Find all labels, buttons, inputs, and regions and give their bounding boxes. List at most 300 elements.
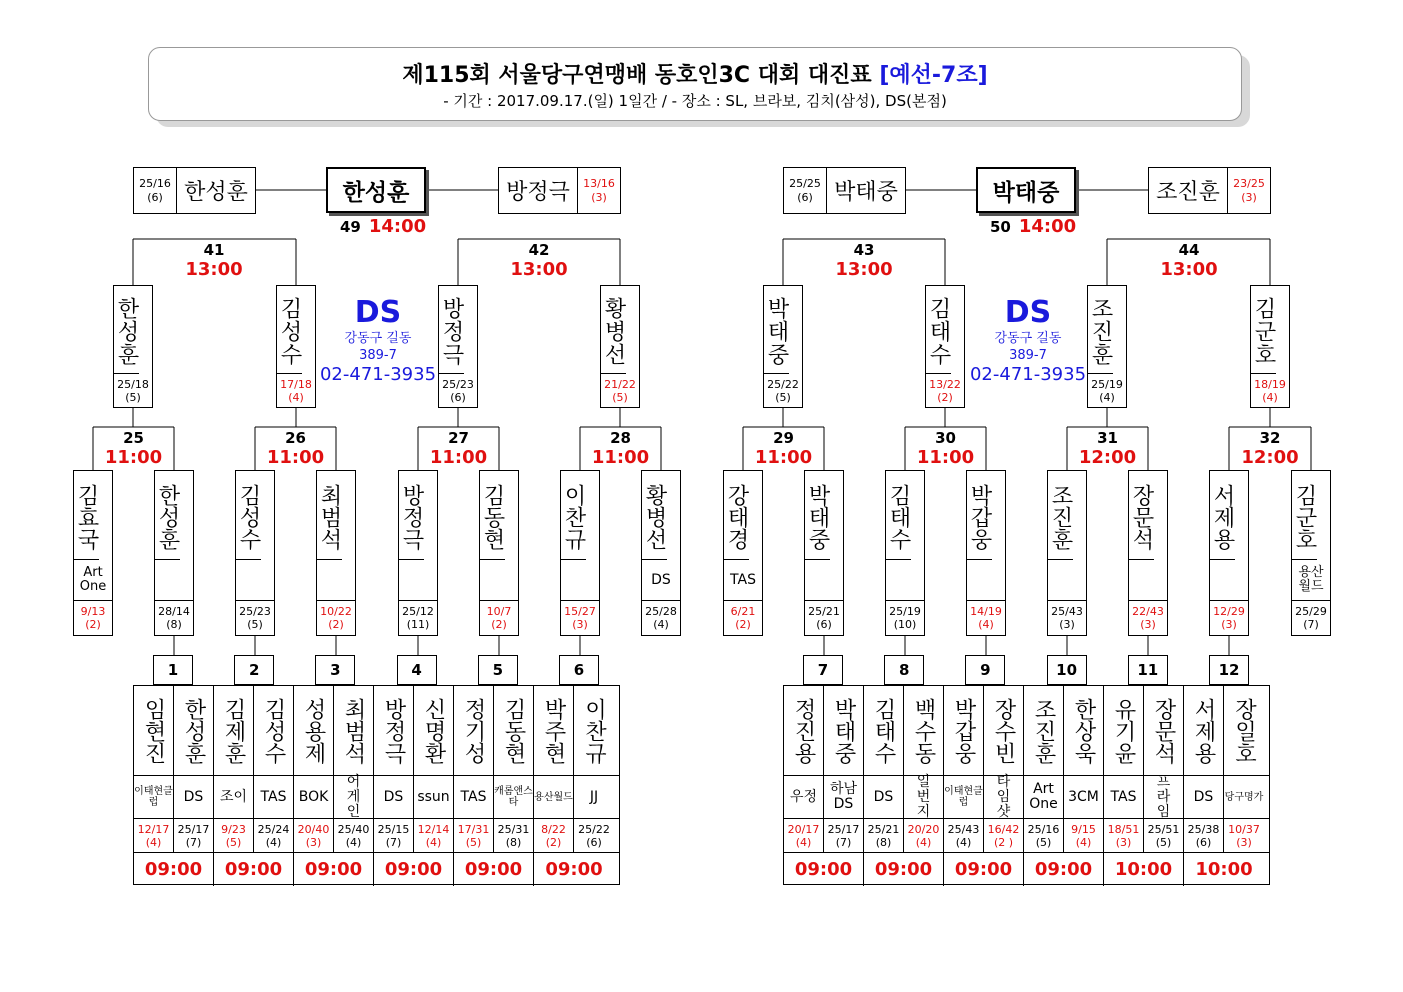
score-value: 25/51: [1147, 822, 1180, 836]
player-score: [1210, 601, 1248, 635]
qf-player-box: [925, 285, 965, 408]
innings-value: (6): [450, 391, 466, 404]
player-club: 용산월드: [1292, 560, 1330, 601]
player-club: [1129, 560, 1167, 601]
player-club: [1048, 560, 1086, 601]
player-name: 서제용: [1184, 686, 1224, 775]
qf-player-box: [438, 285, 478, 408]
player-club: DS: [1184, 776, 1224, 818]
player-club: TAS: [1104, 776, 1144, 818]
innings-value: (4): [145, 835, 162, 849]
score-value: 9/23: [221, 822, 246, 836]
player-name: 김성수: [236, 471, 261, 560]
player-club: BOK: [294, 776, 334, 818]
player-name: 최범석: [334, 686, 374, 775]
match-time: 10:00: [1104, 853, 1184, 886]
player-name: 성용제: [294, 686, 334, 775]
player-score: [1048, 601, 1086, 635]
qf-player-box: [276, 285, 316, 408]
match-time: 09:00: [294, 853, 374, 886]
player-name: 박태중: [805, 471, 830, 560]
innings-value: (4): [955, 835, 972, 849]
player-club: 일번지: [904, 776, 944, 818]
player-score: [134, 819, 174, 852]
player-club: 조이: [214, 776, 254, 818]
r2-match-label: [419, 429, 499, 468]
player-score: [399, 601, 437, 635]
player-club: [155, 560, 193, 601]
r2-player-box: [560, 470, 600, 636]
score-value: 25/28: [645, 605, 677, 618]
final-right-player: [498, 167, 621, 214]
player-name: 황병선: [601, 286, 626, 374]
player-club: [886, 560, 924, 601]
match-number: 4: [397, 655, 437, 685]
innings-value: (4): [345, 835, 362, 849]
match-number: 29: [773, 429, 794, 447]
r1-score-row: [784, 819, 1269, 853]
r2-match-label: [94, 429, 174, 468]
player-score: [926, 374, 964, 408]
score-value: 25/43: [1051, 605, 1083, 618]
player-score: [174, 819, 214, 852]
match-number: 8: [884, 655, 924, 685]
innings-value: (3): [1115, 835, 1132, 849]
score-value: 12/17: [137, 822, 170, 836]
venue-name: DS: [1004, 295, 1052, 330]
player-score: [805, 601, 843, 635]
player-score: [317, 601, 355, 635]
player-name: 조진훈: [1048, 471, 1073, 560]
player-name: 이찬규: [581, 697, 607, 764]
venue-info: [316, 296, 440, 386]
match-time: 11:00: [916, 447, 975, 468]
innings-value: (3): [1140, 618, 1156, 631]
match-time: 11:00: [429, 447, 488, 468]
score-value: 15/27: [564, 605, 596, 618]
score-value: 12/29: [1213, 605, 1245, 618]
innings-value: (4): [288, 391, 304, 404]
match-time: 13:00: [185, 259, 243, 280]
match-time: 10:00: [1195, 859, 1253, 880]
player-score: [984, 819, 1024, 852]
player-score: [574, 819, 614, 852]
score-value: 18/19: [1254, 378, 1286, 391]
match-number: 10: [1047, 655, 1087, 685]
score-value: 25/19: [889, 605, 921, 618]
player-score: [294, 819, 334, 852]
player-score: [414, 819, 454, 852]
match-time: 11:00: [104, 447, 163, 468]
player-name: 장일호: [1231, 697, 1257, 764]
player-name: 장문석: [1144, 686, 1184, 775]
match-number: 27: [448, 429, 469, 447]
innings-value: (6): [816, 618, 832, 631]
match-number: 41: [203, 241, 225, 259]
score-value: 25/23: [442, 378, 474, 391]
innings-value: (5): [1155, 835, 1172, 849]
player-name: 이찬규: [561, 471, 586, 560]
r1-club-row: [134, 773, 619, 820]
player-club: [480, 560, 518, 601]
match-time: 11:00: [754, 447, 813, 468]
r2-player-box: [479, 470, 519, 636]
score-value: 25/21: [867, 822, 900, 836]
player-score: [494, 819, 534, 852]
score-value: 17/31: [457, 822, 490, 836]
player-club: DS: [174, 776, 214, 818]
player-name: 박태중: [824, 686, 864, 775]
match-time: 09:00: [454, 853, 534, 886]
score-value: 8/22: [541, 822, 566, 836]
player-name: 김군호: [1251, 286, 1276, 374]
final-left-score: 25/25 (6): [784, 168, 827, 213]
player-club: [1210, 560, 1248, 601]
player-score: [1088, 374, 1126, 408]
player-name: 김성수: [277, 286, 302, 374]
innings-value: (3): [572, 618, 588, 631]
match-number: 44: [1178, 241, 1200, 259]
innings-value: (7): [385, 835, 402, 849]
match-number: 31: [1097, 429, 1118, 447]
score-value: 25/18: [117, 378, 149, 391]
player-name: 한성훈: [114, 286, 139, 374]
player-name: 김태수: [886, 471, 911, 560]
player-club: DS: [864, 776, 904, 818]
player-score: [277, 374, 315, 408]
venue-phone: 02-471-3935: [969, 364, 1087, 385]
final-right-score: 13/16 (3): [577, 168, 620, 213]
player-name: 한상욱: [1064, 686, 1104, 775]
innings-value: (5): [225, 835, 242, 849]
player-score: [1292, 601, 1330, 635]
match-number: 42: [528, 241, 550, 259]
match-time: 13:00: [835, 259, 893, 280]
r2-match-label: [256, 429, 336, 468]
score-value: 9/13: [80, 605, 106, 618]
qf-player-box: [600, 285, 640, 408]
player-name: 방정극: [439, 286, 464, 374]
match-number: 30: [935, 429, 956, 447]
final-match-label: 50 14:00: [990, 216, 1077, 237]
player-name: 임현진: [134, 686, 174, 775]
player-name: 김효국: [74, 471, 99, 560]
player-score: [480, 601, 518, 635]
score-value: 20/17: [787, 822, 820, 836]
r1-time-row: [134, 853, 619, 886]
match-time: 09:00: [214, 853, 294, 886]
r1-name-row: [134, 686, 619, 776]
innings-value: (4): [1075, 835, 1092, 849]
player-name: 한성훈: [174, 686, 214, 775]
match-time: 09:00: [1024, 853, 1104, 886]
player-name: 장수빈: [984, 686, 1024, 775]
r2-match-label: [744, 429, 824, 468]
player-name: 정진용: [784, 686, 824, 775]
semi-match-label: [1149, 241, 1229, 280]
score-value: 25/31: [497, 822, 530, 836]
r2-player-box: [1047, 470, 1087, 636]
match-time: 11:00: [266, 447, 325, 468]
player-club: 어게인: [334, 776, 374, 818]
player-name: 서제용: [1210, 471, 1235, 560]
match-time: 12:00: [1078, 447, 1137, 468]
player-score: [904, 819, 944, 852]
title-main: 제115회 서울당구연맹배 동호인3C 대회 대진표: [402, 63, 872, 88]
final-left-name: 박태중: [834, 180, 898, 205]
player-club: Art One: [1024, 776, 1064, 818]
score-value: 25/17: [177, 822, 210, 836]
innings-value: (4): [1099, 391, 1115, 404]
r2-match-label: [581, 429, 661, 468]
player-score: [1224, 819, 1264, 852]
player-club: 타임샷: [984, 776, 1024, 818]
player-name: 장문석: [1129, 471, 1154, 560]
player-score: [561, 601, 599, 635]
r2-player-box: [1291, 470, 1331, 636]
innings-value: (7): [1303, 618, 1319, 631]
player-club: [236, 560, 274, 601]
match-number: 3: [315, 655, 355, 685]
innings-value: (2): [545, 835, 562, 849]
player-score: [1144, 819, 1184, 852]
venue-address-2: 389-7: [1009, 348, 1047, 363]
player-name: 유기윤: [1104, 686, 1144, 775]
innings-value: (2): [937, 391, 953, 404]
player-name: 김동현: [494, 686, 534, 775]
score-value: 17/18: [280, 378, 312, 391]
player-name: 방정극: [399, 471, 424, 560]
title-group: [예선-7조]: [879, 63, 988, 88]
innings-value: (5): [125, 391, 141, 404]
score-value: 16/42: [987, 822, 1020, 836]
player-name: 정기성: [454, 686, 494, 775]
match-time: 09:00: [784, 853, 864, 886]
score-value: 25/29: [1295, 605, 1327, 618]
score-value: 25/24: [257, 822, 290, 836]
player-name: 김태수: [926, 286, 951, 374]
innings-value: (2): [491, 618, 507, 631]
qf-player-box: [113, 285, 153, 408]
r2-player-box: [723, 470, 763, 636]
player-score: [534, 819, 574, 852]
player-score: [454, 819, 494, 852]
match-number: 43: [853, 241, 875, 259]
player-score: [864, 819, 904, 852]
player-name: 박주현: [534, 686, 574, 775]
score-value: 21/22: [604, 378, 636, 391]
player-club: DS: [642, 560, 680, 601]
score-value: 10/7: [486, 605, 512, 618]
player-score: [1129, 601, 1167, 635]
r1-score-row: [134, 819, 619, 853]
player-name: 박갑웅: [967, 471, 992, 560]
match-number: 32: [1259, 429, 1281, 447]
player-name: 김제훈: [214, 686, 254, 775]
r1-table: [783, 685, 1270, 885]
innings-value: (3): [1059, 618, 1075, 631]
player-name: 김성수: [254, 686, 294, 775]
score-value: 9/15: [1071, 822, 1096, 836]
player-score: [764, 374, 802, 408]
final-winner: 박태중: [976, 167, 1076, 213]
venue-name: DS: [354, 295, 402, 330]
final-left-score: 25/16 (6): [134, 168, 177, 213]
semi-match-label: [499, 241, 579, 280]
player-name: 한성훈: [155, 471, 180, 560]
player-club: JJ: [589, 788, 599, 805]
player-score: [642, 601, 680, 635]
player-score: [114, 374, 152, 408]
score-value: 20/40: [297, 822, 330, 836]
final-left-player: [783, 167, 906, 214]
player-score: [1104, 819, 1144, 852]
player-score: [1064, 819, 1104, 852]
match-time: 09:00: [374, 853, 454, 886]
player-name: 김군호: [1292, 471, 1317, 560]
player-score: [1024, 819, 1064, 852]
match-number: 26: [285, 429, 306, 447]
r2-player-box: [398, 470, 438, 636]
innings-value: (6): [1195, 835, 1212, 849]
innings-value: (8): [875, 835, 892, 849]
innings-value: (2): [735, 618, 751, 631]
venue-address-2: 389-7: [359, 348, 397, 363]
player-score: [74, 601, 112, 635]
final-winner: 한성훈: [326, 167, 426, 213]
match-time: 09:00: [545, 859, 603, 880]
final-left-player: [133, 167, 256, 214]
player-score: [824, 819, 864, 852]
score-value: 13/22: [929, 378, 961, 391]
innings-value: (2): [85, 618, 101, 631]
player-club: [805, 560, 843, 601]
r2-player-box: [235, 470, 275, 636]
player-club: [317, 560, 355, 601]
r2-player-box: [73, 470, 113, 636]
player-score: [214, 819, 254, 852]
player-score: [886, 601, 924, 635]
match-number: 11: [1128, 655, 1168, 685]
player-club: TAS: [254, 776, 294, 818]
player-club: Art One: [74, 560, 112, 601]
innings-value: (2 ): [993, 835, 1014, 849]
qf-player-box: [763, 285, 803, 408]
venue-phone: 02-471-3935: [319, 364, 437, 385]
player-name: 백수동: [904, 686, 944, 775]
innings-value: (4): [1262, 391, 1278, 404]
player-club: 당구명가: [1224, 791, 1264, 803]
innings-value: (3): [1236, 835, 1252, 849]
player-score: [601, 374, 639, 408]
score-value: 25/12: [402, 605, 434, 618]
innings-value: (4): [653, 618, 669, 631]
innings-value: (4): [795, 835, 812, 849]
player-club: 하남DS: [824, 776, 864, 818]
player-name: 조진훈: [1088, 286, 1113, 374]
player-club: [399, 560, 437, 601]
score-value: 25/22: [578, 822, 610, 836]
player-name: 김동현: [480, 471, 505, 560]
r2-player-box: [154, 470, 194, 636]
player-score: [724, 601, 762, 635]
player-score: [1184, 819, 1224, 852]
qf-player-box: [1250, 285, 1290, 408]
score-value: 28/14: [158, 605, 190, 618]
innings-value: (5): [1035, 835, 1052, 849]
player-score: [944, 819, 984, 852]
player-club: 용산월드: [534, 776, 574, 818]
final-left-name: 한성훈: [184, 180, 248, 205]
innings-value: (5): [465, 835, 482, 849]
player-score: [967, 601, 1005, 635]
innings-value: (5): [247, 618, 263, 631]
player-club: [967, 560, 1005, 601]
qf-player-box: [1087, 285, 1127, 408]
score-value: 25/40: [337, 822, 370, 836]
r2-match-label: [906, 429, 986, 468]
match-number: 12: [1209, 655, 1249, 685]
player-name: 황병선: [642, 471, 667, 560]
score-value: 25/21: [808, 605, 840, 618]
player-club: TAS: [454, 776, 494, 818]
innings-value: (7): [835, 835, 852, 849]
r2-match-label: [1068, 429, 1148, 468]
player-club: ssun: [414, 776, 454, 818]
match-number: 5: [478, 655, 518, 685]
player-score: [374, 819, 414, 852]
r2-player-box: [641, 470, 681, 636]
match-number: 9: [965, 655, 1005, 685]
match-time: 09:00: [864, 853, 944, 886]
player-club: 이태현클럽: [944, 776, 984, 818]
player-club: 프라임: [1144, 776, 1184, 818]
innings-value: (8): [505, 835, 522, 849]
r1-name-row: [784, 686, 1269, 776]
player-name: 김태수: [864, 686, 904, 775]
player-name: 박태중: [764, 286, 789, 374]
r2-match-label: [1230, 429, 1310, 468]
innings-value: (5): [612, 391, 628, 404]
innings-value: (8): [166, 618, 182, 631]
match-number: 6: [559, 655, 599, 685]
player-club: TAS: [724, 560, 762, 601]
player-score: [439, 374, 477, 408]
r2-player-box: [1209, 470, 1249, 636]
r2-player-box: [885, 470, 925, 636]
match-number: 25: [123, 429, 144, 447]
score-value: 12/14: [417, 822, 450, 836]
final-right-score: 23/25 (3): [1227, 168, 1270, 213]
score-value: 25/43: [947, 822, 980, 836]
innings-value: (2): [328, 618, 344, 631]
player-club: DS: [374, 776, 414, 818]
score-value: 25/22: [767, 378, 799, 391]
player-name: 강태경: [724, 471, 749, 560]
innings-value: (4): [265, 835, 282, 849]
player-score: [254, 819, 294, 852]
player-club: [561, 560, 599, 601]
score-value: 25/17: [827, 822, 860, 836]
score-value: 25/16: [1027, 822, 1060, 836]
player-score: [236, 601, 274, 635]
r2-player-box: [1128, 470, 1168, 636]
innings-value: (5): [775, 391, 791, 404]
match-time: 09:00: [944, 853, 1024, 886]
match-time: 11:00: [591, 447, 650, 468]
score-value: 18/51: [1107, 822, 1140, 836]
match-number: 1: [153, 655, 193, 685]
